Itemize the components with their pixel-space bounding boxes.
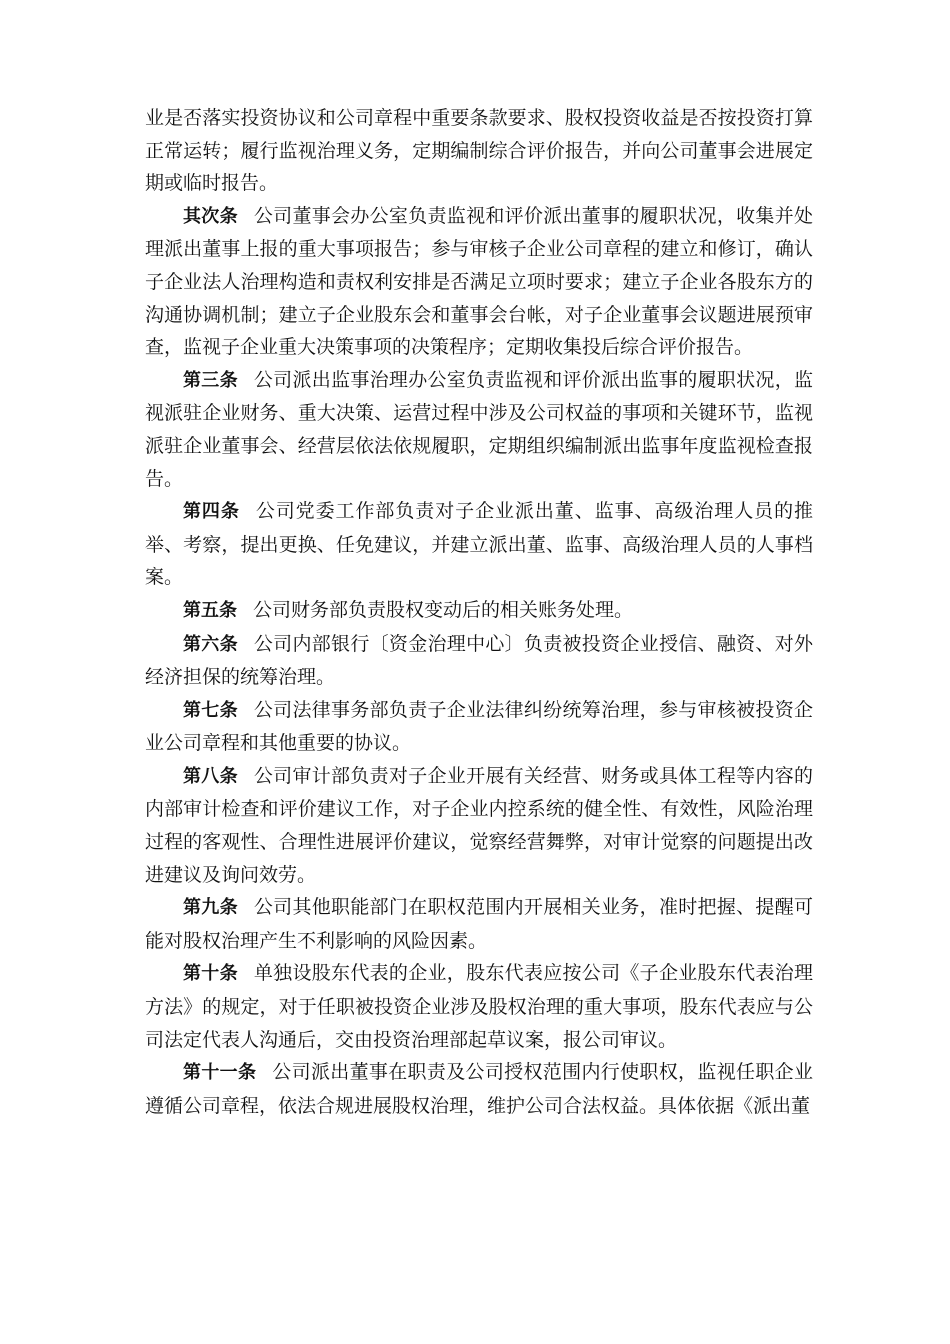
paragraph-text: 公司财务部负责股权变动后的相关账务处理。	[253, 598, 634, 621]
article-11	[145, 1056, 813, 1122]
article-4	[145, 495, 813, 594]
article-8	[145, 760, 813, 891]
article-10	[145, 957, 813, 1056]
article-heading: 第七条	[183, 699, 238, 721]
paragraph-text: 公司法律事务部负责子企业法律纠纷统筹治理，参与审核被投资企业公司章程和其他重要的协议。	[145, 698, 813, 755]
article-heading: 第十条	[183, 963, 238, 985]
article-2	[145, 200, 813, 364]
article-5	[145, 594, 813, 628]
article-heading: 第三条	[183, 369, 238, 391]
article-heading: 第九条	[183, 897, 238, 919]
article-9	[145, 891, 813, 957]
article-heading: 第四条	[183, 501, 240, 523]
paragraph-text: 公司派出董事在职责及公司授权范围内行使职权，监视任职企业遵循公司章程，依法合规进展股权治理，维护公司合法权益。具体依据《派出董	[145, 1061, 813, 1117]
article-heading: 其次条	[183, 205, 238, 227]
article-heading: 第十一条	[183, 1062, 257, 1084]
article-7	[145, 694, 813, 760]
paragraph-text: 公司董事会办公室负责监视和评价派出董事的履职状况，收集并处理派出董事上报的重大事项报告；参与审核子企业公司章程的建立和修订，确认子企业法人治理构造和责权利安排是否满足立项时要求；建立子企业各股东方的沟通协调机制；建立子企业股东会和董事会台帐，对子企业董事会议题进展预审查，监视子企业重大决策事项的决策程序；定期收集投后综合评价报告。	[145, 204, 813, 359]
paragraph-text: 公司其他职能部门在职权范围内开展相关业务，准时把握、提醒可能对股权治理产生不利影响的风险因素。	[145, 896, 813, 952]
paragraph-text: 公司内部银行〔资金治理中心〕负责被投资企业授信、融资、对外经济担保的统筹治理。	[145, 632, 813, 689]
document-page	[145, 102, 813, 1122]
paragraph-text: 单独设股东代表的企业，股东代表应按公司《子企业股东代表治理方法》的规定，对于任职被投资企业涉及股权治理的重大事项，股东代表应与公司法定代表人沟通后，交由投资治理部起草议案，报公司审议。	[145, 962, 813, 1051]
article-3	[145, 364, 813, 495]
paragraph-text: 业是否落实投资协议和公司章程中重要条款要求、股权投资收益是否按投资打算正常运转；履行监视治理义务，定期编制综合评价报告，并向公司董事会进展定期或临时报告。	[145, 107, 813, 195]
paragraph-text: 公司审计部负责对子企业开展有关经营、财务或具体工程等内容的内部审计检查和评价建议工作，对子企业内控系统的健全性、有效性，风险治理过程的客观性、合理性进展评价建议，觉察经营舞弊，对审计觉察的问题提出改进建议及询问效劳。	[145, 764, 813, 886]
article-heading: 第八条	[183, 765, 238, 787]
paragraph-text: 公司派出监事治理办公室负责监视和评价派出监事的履职状况，监视派驻企业财务、重大决策、运营过程中涉及公司权益的事项和关键环节，监视派驻企业董事会、经营层依法依规履职，定期组织编制派出监事年度监视检查报告。	[145, 368, 813, 490]
paragraph-continuation	[145, 102, 813, 200]
article-heading: 第六条	[183, 633, 238, 655]
article-heading: 第五条	[183, 599, 237, 621]
article-6	[145, 628, 813, 694]
paragraph-text: 公司党委工作部负责对子企业派出董、监事、高级治理人员的推举、考察，提出更换、任免建议，并建立派出董、监事、高级治理人员的人事档案。	[145, 500, 814, 589]
